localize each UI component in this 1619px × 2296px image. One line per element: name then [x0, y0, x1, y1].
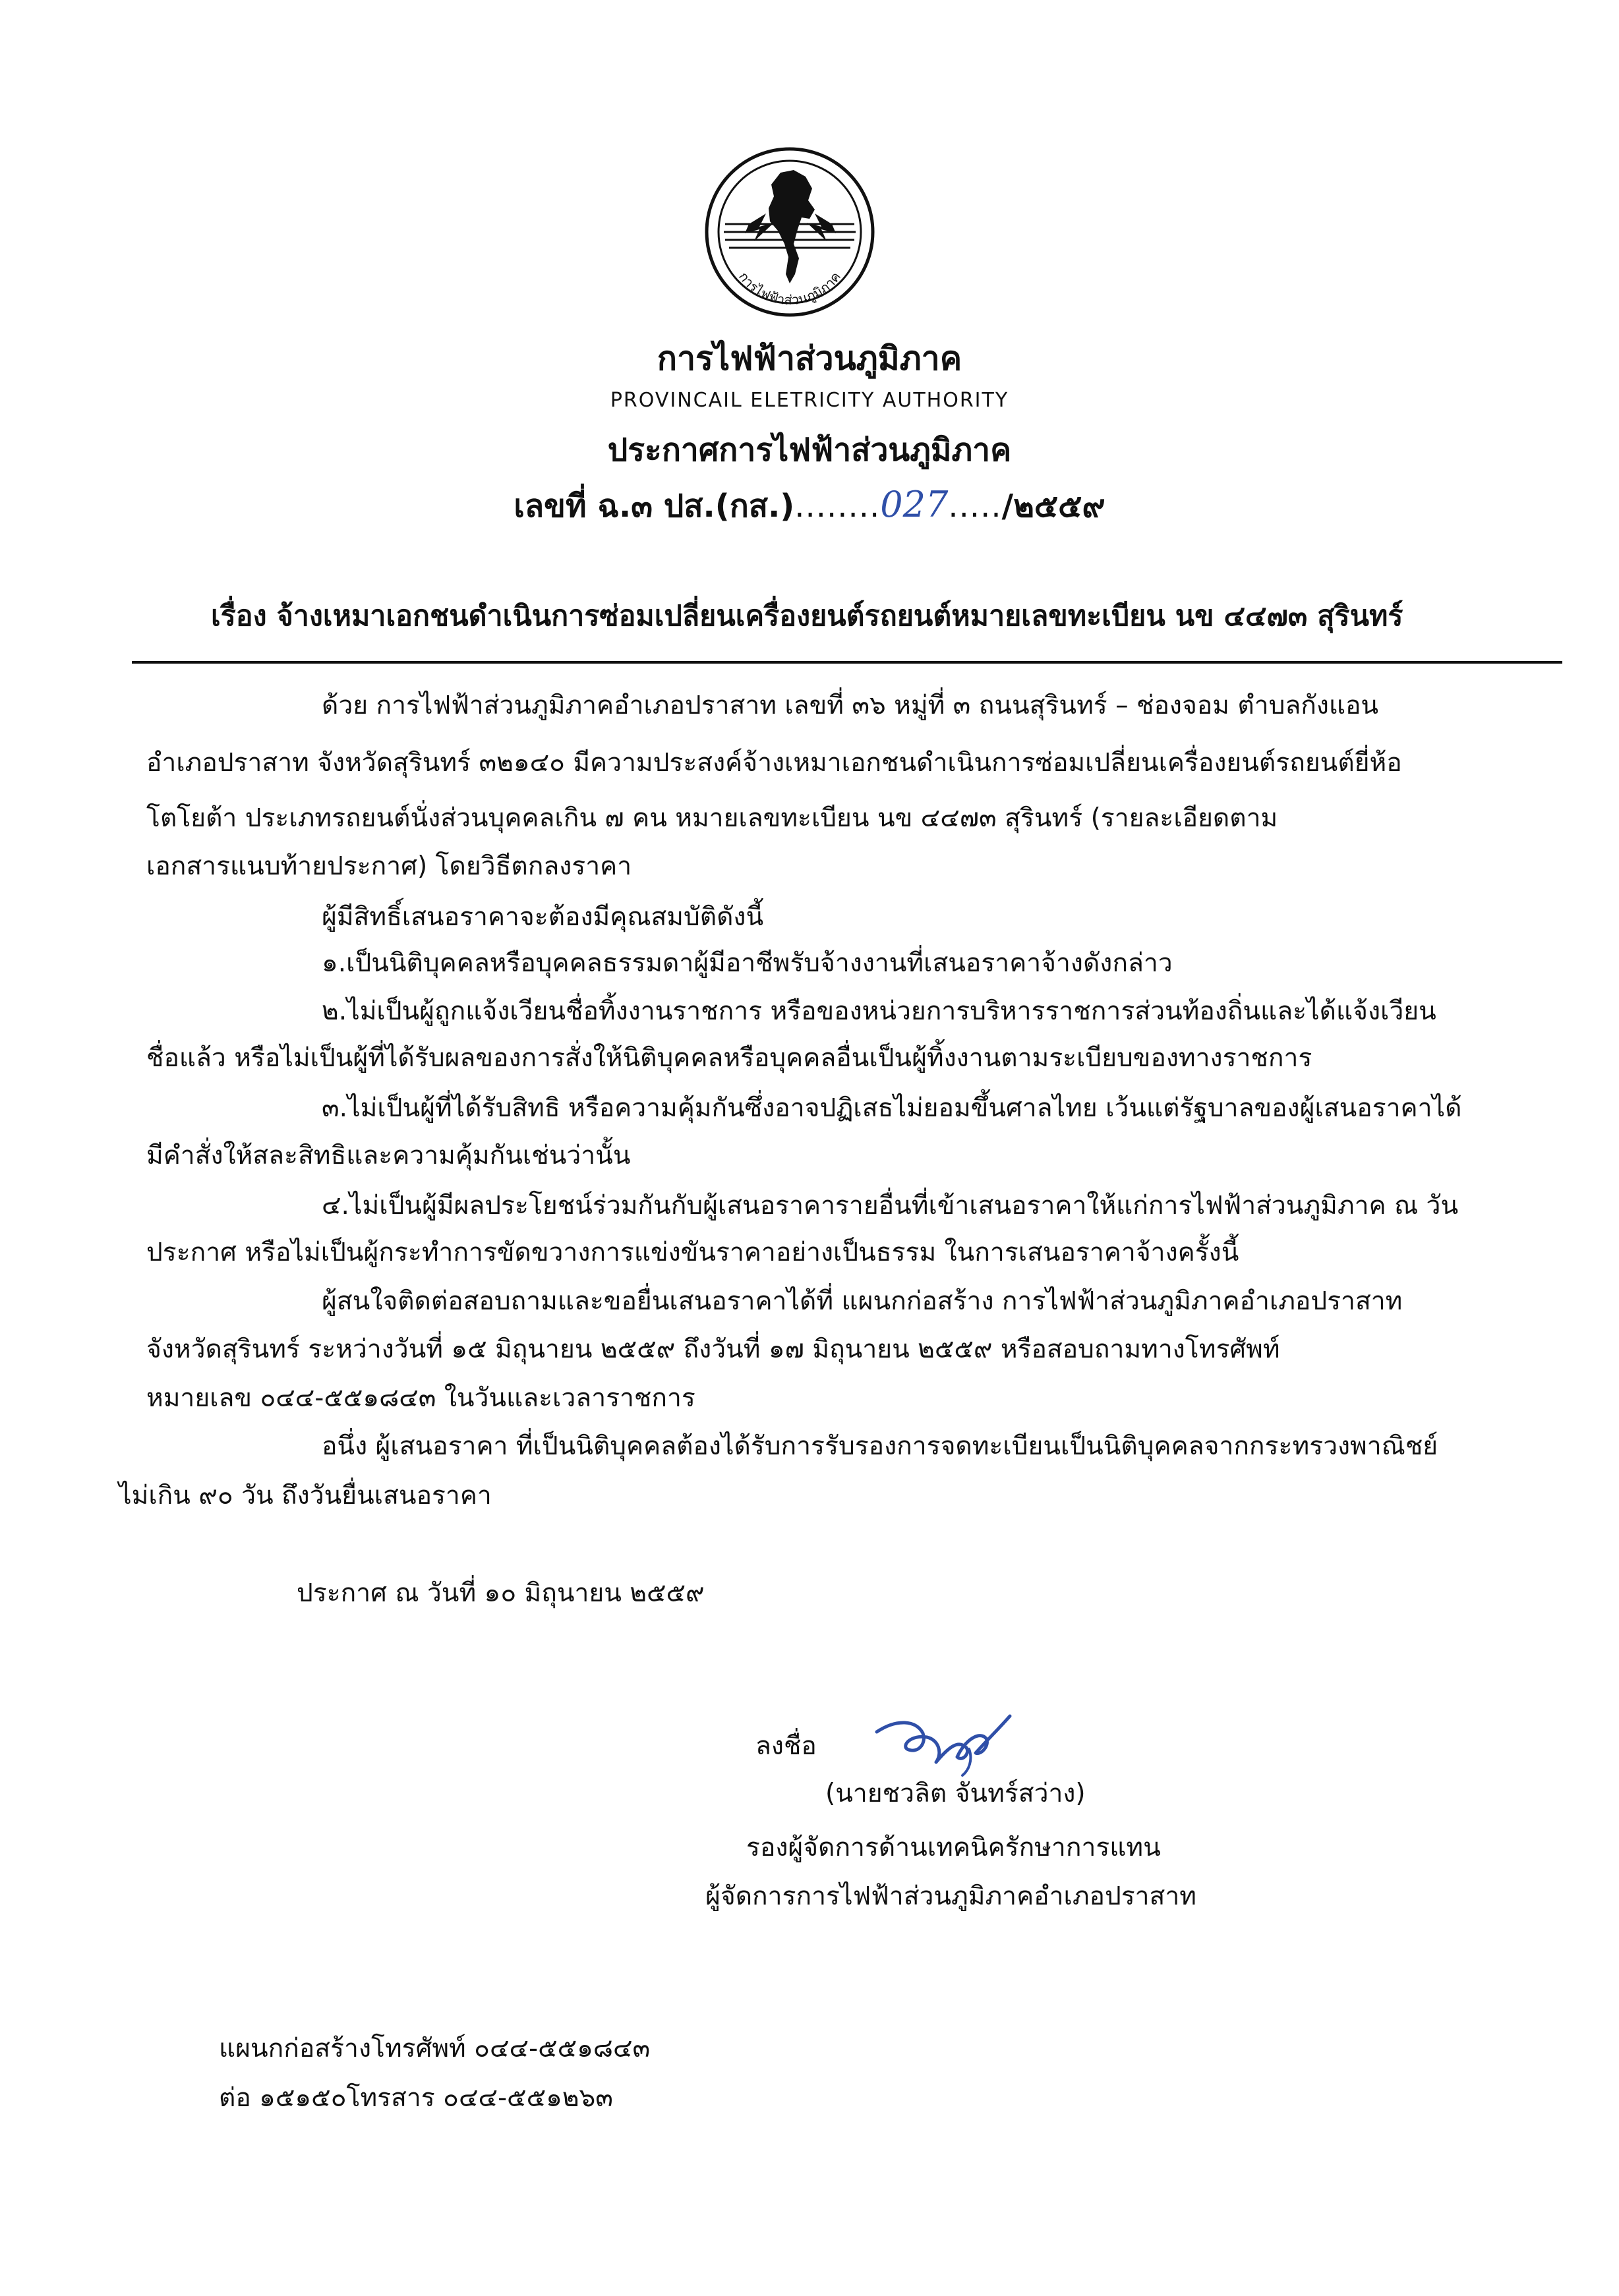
body-line: เอกสารแนบท้ายประกาศ) โดยวิธีตกลงราคา	[146, 851, 632, 881]
pea-seal-icon	[703, 145, 877, 319]
number-dots-2: .....	[948, 488, 1002, 525]
body-line: ผู้สนใจติดต่อสอบถามและขอยื่นเสนอราคาได้ที่ แผนกก่อสร้าง การไฟฟ้าส่วนภูมิภาคอำเภอปราสาท	[322, 1286, 1403, 1316]
body-line: ชื่อแล้ว หรือไม่เป็นผู้ที่ได้รับผลของการสั่งให้นิติบุคคลหรือบุคคลอื่นเป็นผู้ทิ้งงานตามระเบียบของทางราชการ	[146, 1043, 1312, 1073]
signer-position-2: ผู้จัดการการไฟฟ้าส่วนภูมิภาคอำเภอปราสาท	[705, 1881, 1196, 1911]
body-line: ประกาศ หรือไม่เป็นผู้กระทำการขัดขวางการแข่งขันราคาอย่างเป็นธรรม ในการเสนอราคาจ้างครั้งนี้	[146, 1238, 1239, 1267]
number-suffix: /๒๕๕๙	[1001, 488, 1105, 525]
body-line: ไม่เกิน ๙๐ วัน ถึงวันยื่นเสนอราคา	[119, 1481, 492, 1510]
body-line: จังหวัดสุรินทร์ ระหว่างวันที่ ๑๕ มิถุนายน ๒๕๕๙ ถึงวันที่ ๑๗ มิถุนายน ๒๕๕๙ หรือสอบถามทางโทรศัพท์	[146, 1335, 1280, 1364]
number-prefix: เลขที่ ฉ.๓ ปส.(กส.)	[514, 488, 795, 525]
signature-label: ลงชื่อ	[755, 1731, 817, 1761]
body-line: หมายเลข ๐๔๔-๕๕๑๘๔๓ ในวันและเวลาราชการ	[146, 1383, 695, 1413]
body-line: ๒.ไม่เป็นผู้ถูกแจ้งเวียนชื่อทิ้งงานราชการ หรือของหน่วยการบริหารราชการส่วนท้องถิ่นและได้แจ้งเวียน	[322, 996, 1436, 1026]
org-name-en: PROVINCAIL ELETRICITY AUTHORITY	[610, 389, 1009, 412]
footer-fax: ต่อ ๑๕๑๕๐โทรสาร ๐๔๔-๕๕๑๒๖๓	[219, 2083, 613, 2113]
body-line: อำเภอปราสาท จังหวัดสุรินทร์ ๓๒๑๔๐ มีความประสงค์จ้างเหมาเอกชนดำเนินการซ่อมเปลี่ยนเครื่องยนต์รถยนต์ยี่ห้อ	[146, 748, 1402, 778]
body-line: โตโยต้า ประเภทรถยนต์นั่งส่วนบุคคลเกิน ๗ คน หมายเลขทะเบียน นข ๔๔๗๓ สุรินทร์ (รายละเอียดตาม	[146, 803, 1278, 833]
signer-name: (นายชวลิต จันทร์สว่าง)	[825, 1779, 1086, 1808]
org-name-th: การไฟฟ้าส่วนภูมิภาค	[657, 339, 962, 378]
body-line: ๑.เป็นนิติบุคคลหรือบุคคลธรรมดาผู้มีอาชีพรับจ้างงานที่เสนอราคาจ้างดังกล่าว	[322, 948, 1173, 978]
number-dots: ........	[794, 488, 881, 525]
body-line: ด้วย การไฟฟ้าส่วนภูมิภาคอำเภอปราสาท เลขที่ ๓๖ หมู่ที่ ๓ ถนนสุรินทร์ – ช่องจอม ตำบลกังแอน	[322, 691, 1379, 720]
handwritten-signature	[870, 1707, 1022, 1779]
signer-position-1: รองผู้จัดการด้านเทคนิครักษาการแทน	[746, 1833, 1161, 1862]
body-line: ผู้มีสิทธิ์เสนอราคาจะต้องมีคุณสมบัติดังนี้	[322, 902, 764, 932]
footer-phone: แผนกก่อสร้างโทรศัพท์ ๐๔๔-๕๕๑๘๔๓	[219, 2034, 651, 2063]
header-divider	[132, 661, 1562, 664]
body-line: อนึ่ง ผู้เสนอราคา ที่เป็นนิติบุคคลต้องได้รับการรับรองการจดทะเบียนเป็นนิติบุคคลจากกระทรวงพาณิชย์	[322, 1431, 1438, 1461]
body-line: มีคำสั่งให้สละสิทธิและความคุ้มกันเช่นว่านั้น	[146, 1141, 631, 1170]
body-line: ๔.ไม่เป็นผู้มีผลประโยชน์ร่วมกันกับผู้เสนอราคารายอื่นที่เข้าเสนอราคาให้แก่การไฟฟ้าส่วนภูมิภาค ณ วัน	[322, 1191, 1459, 1220]
body-line: ๓.ไม่เป็นผู้ที่ได้รับสิทธิ หรือความคุ้มกันซึ่งอาจปฏิเสธไม่ยอมขึ้นศาลไทย เว้นแต่รัฐบาลของผู้เสนอราคาได้	[322, 1093, 1462, 1123]
announce-date: ประกาศ ณ วันที่ ๑๐ มิถุนายน ๒๕๕๙	[297, 1578, 705, 1608]
announcement-title: ประกาศการไฟฟ้าส่วนภูมิภาค	[607, 432, 1012, 469]
seal-text: การไฟฟ้าส่วนภูมิภาค	[736, 268, 844, 308]
subject-line: เรื่อง จ้างเหมาเอกชนดำเนินการซ่อมเปลี่ยนเครื่องยนต์รถยนต์หมายเลขทะเบียน นข ๔๔๗๓ สุรินทร์	[211, 600, 1403, 633]
announcement-number	[0, 481, 1619, 531]
handwritten-number: 027	[880, 484, 949, 525]
